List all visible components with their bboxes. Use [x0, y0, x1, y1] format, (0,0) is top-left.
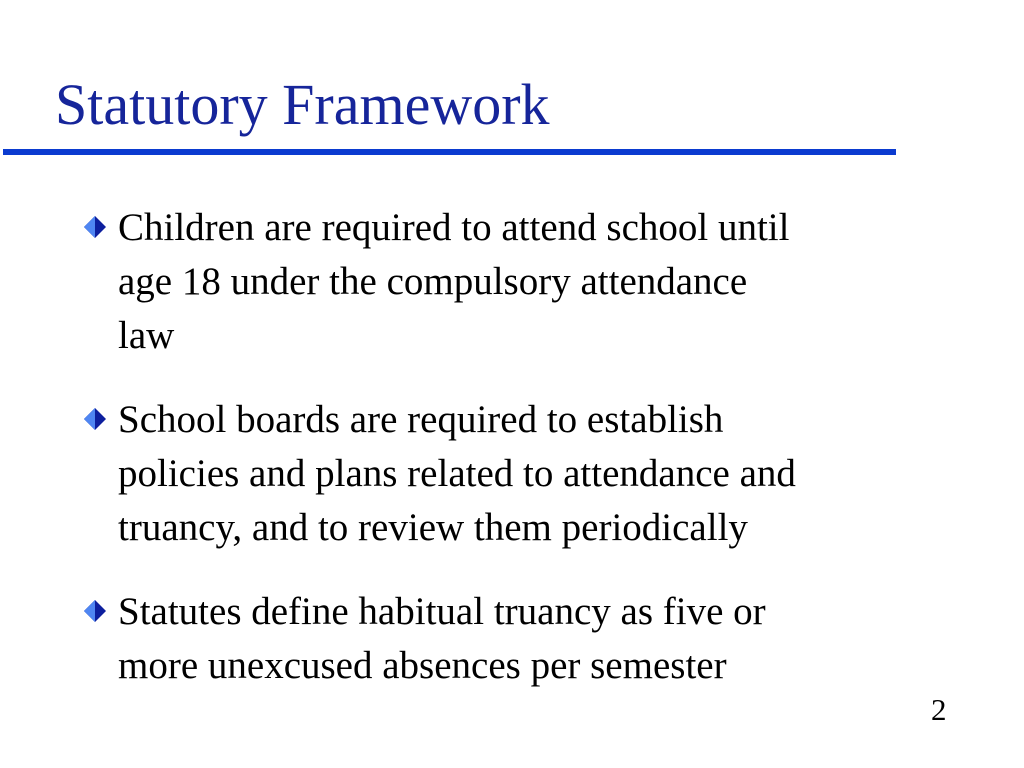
diamond-bullet-icon	[82, 406, 108, 432]
bullet-text	[118, 201, 928, 363]
page-number: 2	[931, 692, 947, 727]
bullet-line: policies and plans related to attendance and	[118, 452, 796, 495]
bullet-line: truancy, and to review them periodically	[118, 506, 748, 549]
bullet-line: age 18 under the compulsory attendance	[118, 260, 748, 303]
diamond-bullet-icon	[82, 214, 108, 240]
title-underline	[3, 149, 896, 155]
bullet-text	[118, 585, 928, 693]
bullet-line: Statutes define habitual truancy as five or	[118, 590, 766, 633]
bullet-line: Children are required to attend school until	[118, 206, 790, 249]
bullet-line: School boards are required to establish	[118, 398, 724, 441]
bullet-line: more unexcused absences per semester	[118, 644, 727, 687]
bullet-line: law	[118, 314, 175, 357]
slide-title: Statutory Framework	[55, 72, 550, 137]
bullet-text	[118, 393, 928, 555]
diamond-bullet-icon	[82, 598, 108, 624]
